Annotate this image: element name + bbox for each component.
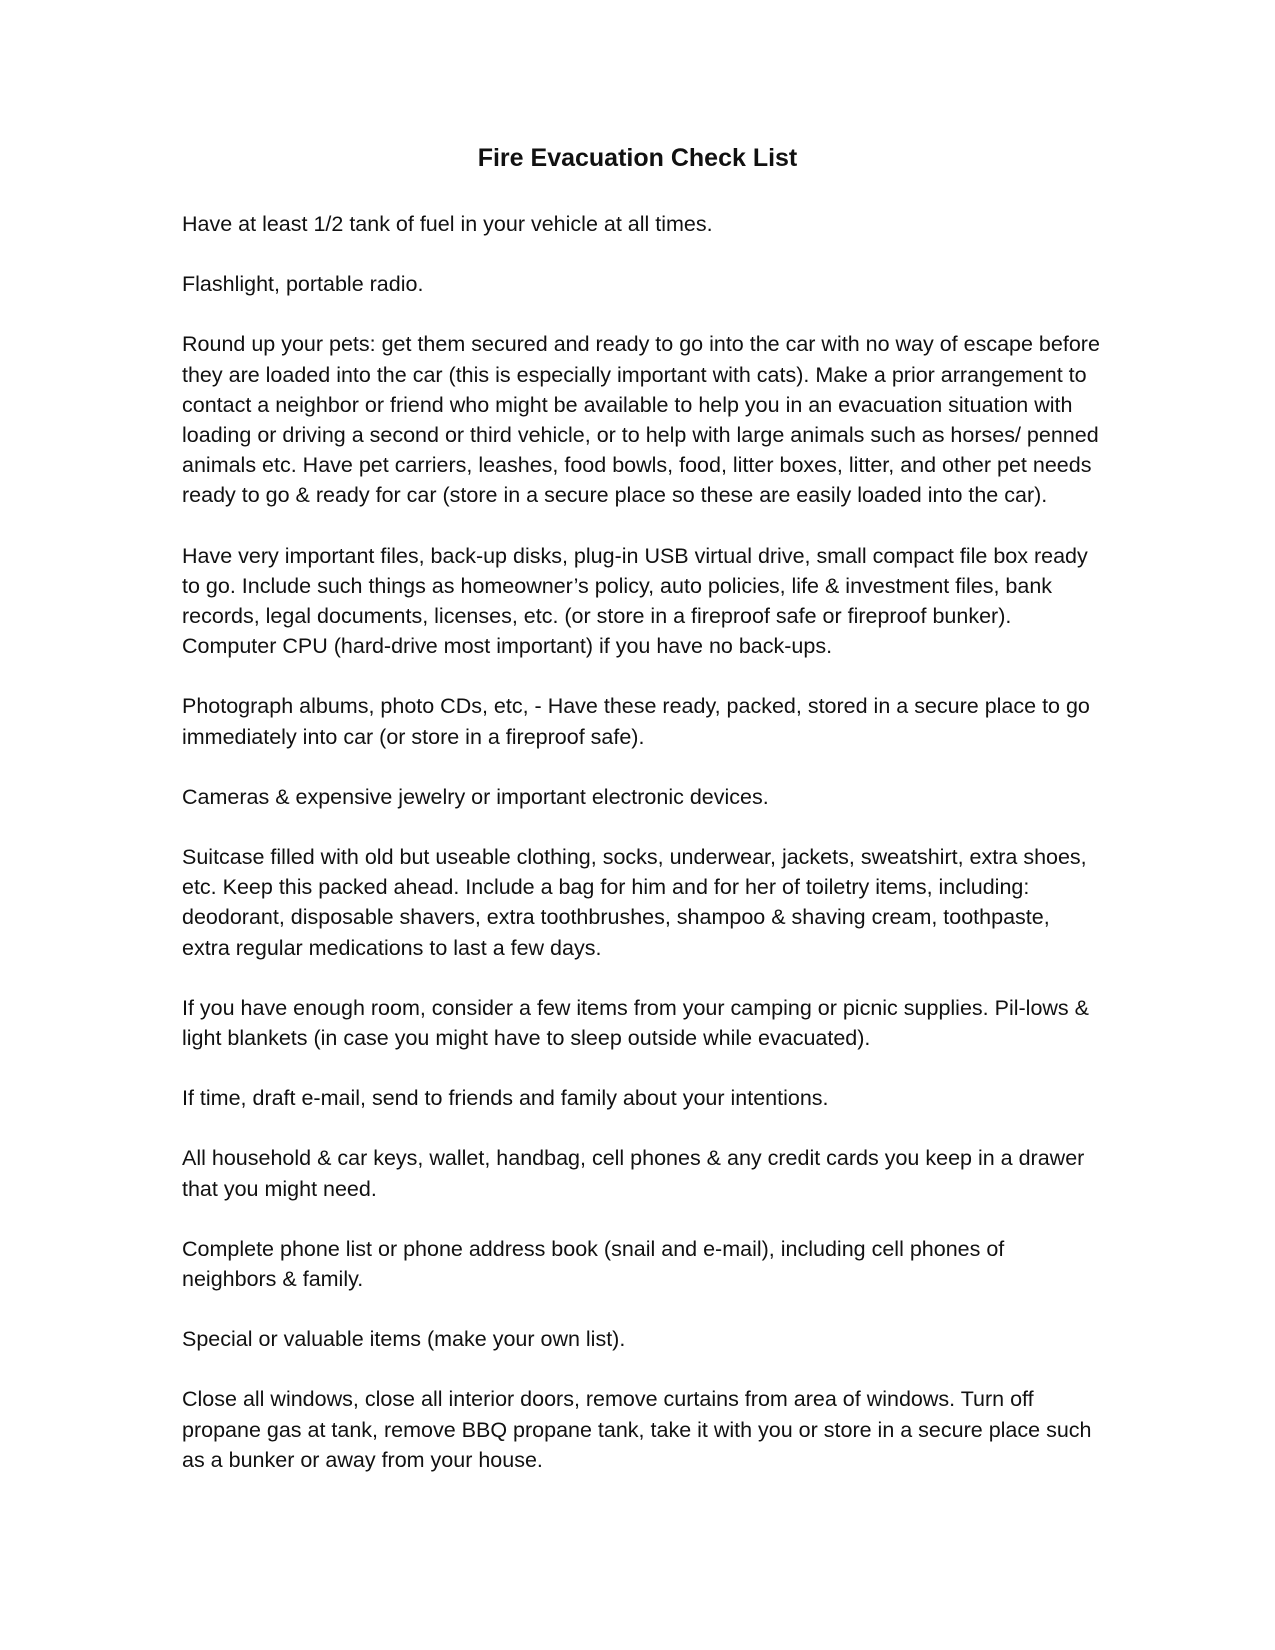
checklist-item-pets: Round up your pets: get them secured and ready to go into the car with no way of escape before they are loaded into the car (this is especially important with cats). Make a prior arrangement to contact a neighbor or friend who might be available to help you in an evacuation situation with loading or driving a second or third vehicle, or to help with large animals such as horses/ penned animals etc. Have pet carriers, leashes, food bowls, food, litter boxes, litter, and other pet needs ready to go & ready for car (store in a secure place so these are easily loaded into the car).	[182, 332, 1100, 508]
checklist-item-cameras: Cameras & expensive jewelry or important electronic devices.	[182, 784, 769, 809]
checklist-item-phone-list: Complete phone list or phone address book (snail and e-mail), including cell phones of neighbors & family.	[182, 1236, 1005, 1292]
checklist-item-camping: If you have enough room, consider a few items from your camping or picnic supplies. Pil-lows & light blankets (in case you might have to sleep outside while evacuated).	[182, 995, 1089, 1051]
checklist-item-email: If time, draft e-mail, send to friends and family about your intentions.	[182, 1086, 829, 1111]
checklist-item-windows: Close all windows, close all interior doors, remove curtains from area of windows. Turn off propane gas at tank, remove BBQ propane tank, take it with you or store in a secure place such as a bunker or away from your house.	[182, 1387, 1092, 1472]
checklist-item-files: Have very important files, back-up disks, plug-in USB virtual drive, small compact file box ready to go. Include such things as homeowner’s policy, auto policies, life & investment files, bank records, legal documents, licenses, etc. (or store in a fireproof safe or fireproof bunker). Computer CPU (hard-drive most important) if you have no back-ups.	[182, 543, 1088, 659]
checklist-item-flashlight: Flashlight, portable radio.	[182, 272, 424, 297]
checklist-item-keys: All household & car keys, wallet, handbag, cell phones & any credit cards you keep in a drawer that you might need.	[182, 1146, 1085, 1201]
page-title: Fire Evacuation Check List	[477, 144, 798, 172]
checklist-body	[182, 209, 1102, 1505]
checklist-item-fuel: Have at least 1/2 tank of fuel in your vehicle at all times.	[182, 212, 713, 236]
checklist-item-suitcase: Suitcase filled with old but useable clothing, socks, underwear, jackets, sweatshirt, extra shoes, etc. Keep this packed ahead. Include a bag for him and for her of toiletry items, including: deodorant, disposable shavers, extra toothbrushes, shampoo & shaving cream, toothpaste, extra regular medications to last a few days.	[182, 845, 1087, 960]
checklist-item-valuables: Special or valuable items (make your own list).	[182, 1327, 626, 1352]
checklist-item-photographs: Photograph albums, photo CDs, etc, - Have these ready, packed, stored in a secure place to go immediately into car (or store in a fireproof safe).	[182, 694, 1090, 749]
